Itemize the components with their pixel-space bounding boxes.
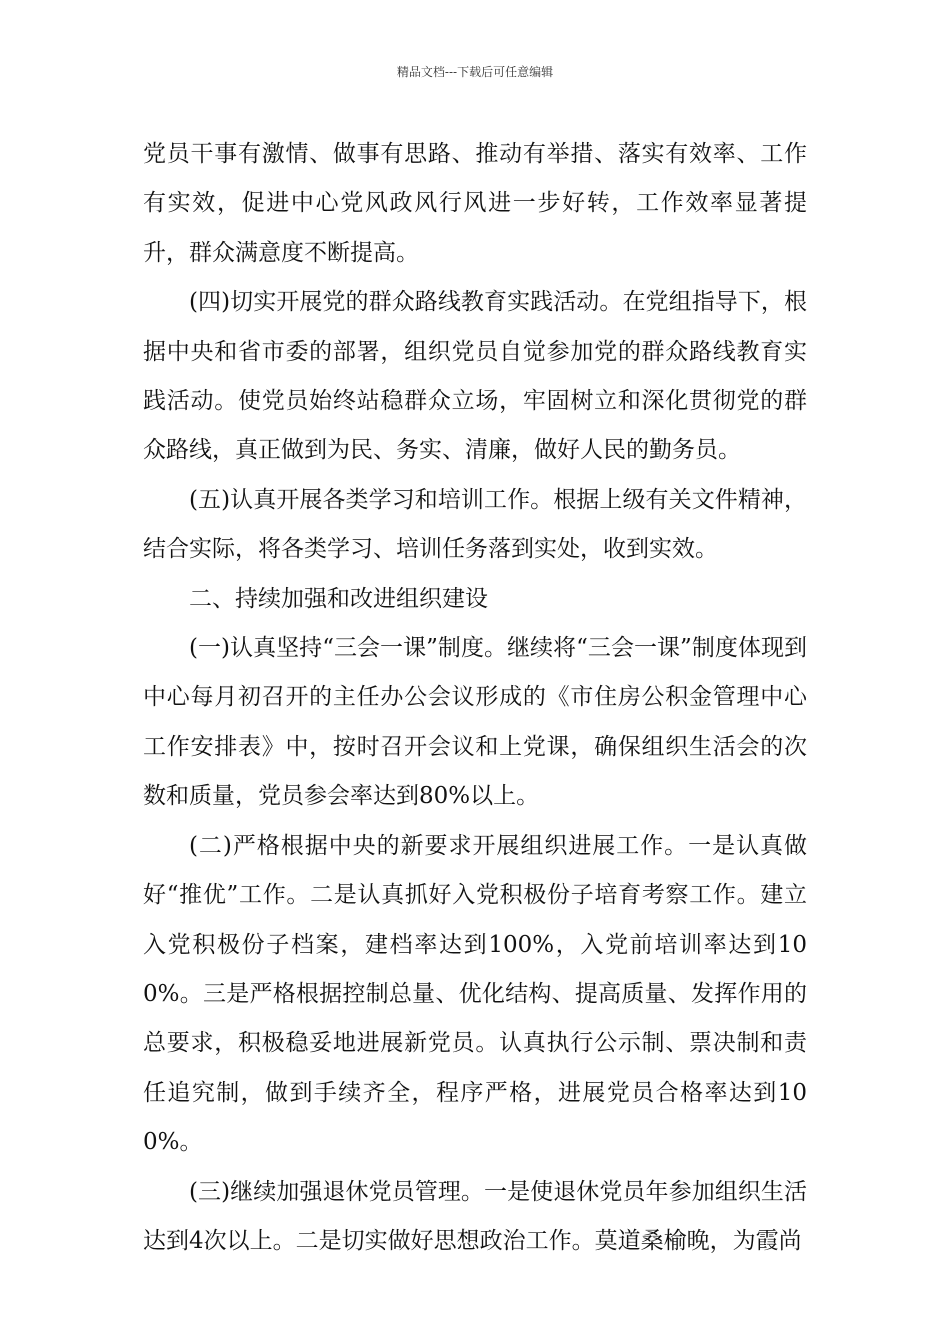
paragraph-4: (一)认真坚持“三会一课”制度。继续将“三会一课”制度体现到中心每月初召开的主任办公会议形成的《市住房公积金管理中心工作安排表》中，按时召开会议和上党课，确保组织生活会的次数和质量，党员参会率达到80%以上。 [143, 635, 807, 810]
paragraph-5: (二)严格根据中央的新要求开展组织进展工作。一是认真做好“推优”工作。二是认真抓好入党积极份子培育考察工作。建立入党积极份子档案，建档率达到100%，入党前培训率达到100%。三是严格根据控制总量、优化结构、提高质量、发挥作用的总要求，积极稳妥地进展新党员。认真执行公示制、票决制和责任追究制，做到手续齐全，程序严格，进展党员合格率达到100%。 [143, 832, 807, 1156]
section-heading: 二、持续加强和改进组织建设 [189, 585, 488, 612]
paragraph-6: (三)继续加强退休党员管理。一是使退休党员年参加组织生活达到4次以上。二是切实做好思想政治工作。莫道桑榆晚，为霞尚 [143, 1178, 807, 1254]
paragraph-3: (五)认真开展各类学习和培训工作。根据上级有关文件精神，结合实际，将各类学习、培训任务落到实处，收到实效。 [143, 486, 807, 563]
paragraph-2: (四)切实开展党的群众路线教育实践活动。在党组指导下，根据中央和省市委的部署，组织党员自觉参加党的群众路线教育实践活动。使党员始终站稳群众立场，牢固树立和深化贯彻党的群众路线，真正做到为民、务实、清廉，做好人民的勤务员。 [143, 289, 807, 464]
page-header: 精品文档---下载后可任意编辑 [396, 65, 554, 79]
paragraph-1: 党员干事有激情、做事有思路、推动有举措、落实有效率、工作有实效，促进中心党风政风行风进一步好转，工作效率显著提升，群众满意度不断提高。 [143, 141, 807, 266]
document-body [143, 130, 807, 1266]
